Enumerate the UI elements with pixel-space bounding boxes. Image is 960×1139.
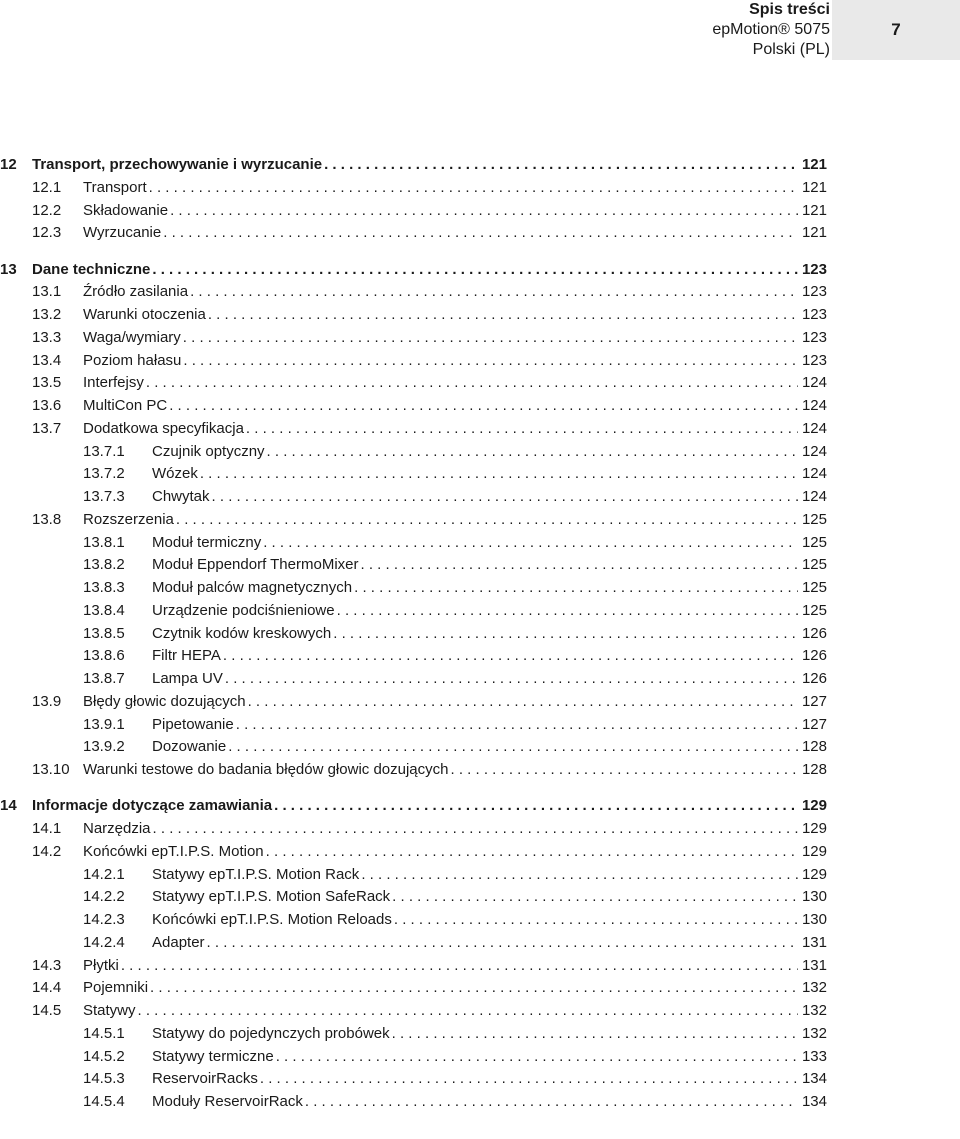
toc-entry-number: 14.5.2	[83, 1047, 125, 1065]
toc-leader-dots	[176, 510, 798, 530]
toc-entry[interactable]	[32, 373, 827, 393]
toc-entry-title: Transport	[83, 178, 147, 196]
toc-leader-dots	[354, 578, 798, 598]
toc-entry-title: Poziom hałasu	[83, 351, 182, 369]
toc-entry-page: 126	[801, 624, 827, 642]
toc-entry-title: Rozszerzenia	[83, 510, 174, 528]
toc-entry-title: Waga/wymiary	[83, 328, 181, 346]
language-label: Polski (PL)	[752, 41, 830, 58]
toc-entry-page: 123	[801, 306, 827, 323]
toc-entry-page: 129	[801, 865, 827, 883]
toc-entry-page: 131	[801, 956, 827, 974]
toc-entry-number: 14.2.3	[83, 911, 125, 928]
toc-entry-number: 14.2.4	[83, 933, 125, 951]
toc-leader-dots	[266, 842, 798, 862]
toc-leader-dots	[138, 1001, 798, 1021]
toc-entry-page: 131	[801, 933, 827, 951]
toc-leader-dots	[451, 760, 798, 780]
toc-leader-dots	[394, 910, 798, 930]
toc-entry[interactable]	[83, 578, 827, 598]
toc-entry-number: 13.7.1	[83, 442, 125, 460]
toc-entry[interactable]	[0, 155, 827, 175]
toc-entry-title: Końcówki epT.I.P.S. Motion Reloads	[152, 911, 392, 928]
toc-entry[interactable]	[83, 887, 827, 907]
toc-entry[interactable]	[83, 555, 827, 575]
page-number-box	[832, 0, 960, 60]
toc-entry-number: 12.1	[32, 178, 62, 196]
toc-entry-page: 125	[801, 556, 827, 574]
toc-entry-title: Filtr HEPA	[152, 647, 221, 665]
toc-leader-dots	[207, 933, 798, 953]
toc-entry[interactable]	[83, 442, 827, 462]
toc-entry[interactable]	[32, 419, 827, 439]
toc-entry-title: Wyrzucanie	[83, 224, 162, 242]
toc-entry-number: 13.2	[32, 306, 62, 323]
toc-entry-title: Statywy	[83, 1002, 136, 1019]
toc-entry[interactable]	[83, 1024, 827, 1044]
product-name: epMotion® 5075	[712, 21, 830, 38]
toc-entry-number: 14.4	[32, 979, 62, 997]
toc-entry-page: 123	[801, 283, 827, 301]
toc-leader-dots	[267, 442, 798, 462]
toc-entry-title: Statywy do pojedynczych probówek	[152, 1024, 390, 1042]
toc-entry[interactable]	[0, 260, 827, 280]
toc-entry-number: 13.3	[32, 328, 62, 346]
toc-entry-title: Moduły ReservoirRack	[152, 1093, 303, 1110]
toc-entry-title: Dodatkowa specyfikacja	[83, 419, 244, 437]
toc-entry[interactable]	[32, 510, 827, 530]
toc-entry-title: Warunki otoczenia	[83, 306, 206, 323]
toc-entry-number: 13.5	[32, 374, 62, 392]
toc-entry-number: 14.2	[32, 842, 62, 860]
toc-entry[interactable]	[32, 351, 827, 371]
toc-leader-dots	[212, 487, 798, 507]
toc-entry-title: Dane techniczne	[32, 260, 151, 278]
toc-entry[interactable]	[32, 760, 827, 780]
toc-entry-number: 14.5	[32, 1002, 62, 1019]
toc-entry[interactable]	[83, 737, 827, 757]
toc-leader-dots	[163, 223, 798, 243]
toc-leader-dots	[190, 282, 798, 302]
toc-entry[interactable]	[83, 1047, 827, 1067]
toc-entry[interactable]	[83, 715, 827, 735]
toc-leader-dots	[274, 796, 798, 816]
toc-entry[interactable]	[32, 328, 827, 348]
toc-leader-dots	[200, 464, 798, 484]
toc-entry[interactable]	[83, 487, 827, 507]
toc-leader-dots	[333, 624, 798, 644]
toc-entry[interactable]	[83, 646, 827, 666]
toc-entry[interactable]	[83, 910, 827, 930]
toc-entry-page: 125	[801, 510, 827, 528]
toc-entry-title: Pipetowanie	[152, 715, 234, 733]
page-number: 7	[891, 20, 901, 39]
toc-entry-number: 13.8.3	[83, 579, 125, 596]
toc-entry-title: Dozowanie	[152, 738, 227, 756]
toc-leader-dots	[263, 533, 798, 553]
toc-entry-page: 124	[801, 419, 827, 437]
toc-leader-dots	[183, 351, 798, 371]
toc-entry-title: Warunki testowe do badania błędów głowic dozujących	[83, 761, 449, 778]
toc-leader-dots	[337, 601, 798, 621]
toc-entry-title: Statywy epT.I.P.S. Motion Rack	[152, 865, 360, 883]
toc-entry-title: Adapter	[152, 933, 205, 951]
toc-entry-title: Urządzenie podciśnieniowe	[152, 601, 335, 619]
toc-entry-page: 130	[801, 888, 827, 906]
toc-entry-page: 132	[801, 979, 827, 997]
toc-entry-number: 13.8.6	[83, 647, 125, 665]
toc-entry-number: 13.10	[32, 761, 70, 778]
toc-entry-page: 124	[801, 374, 827, 392]
toc-entry-page: 126	[801, 647, 827, 665]
toc-entry[interactable]	[32, 956, 827, 976]
toc-leader-dots	[246, 419, 798, 439]
toc-entry-title: MultiCon PC	[83, 397, 168, 414]
toc-entry[interactable]	[32, 178, 827, 198]
toc-leader-dots	[208, 305, 798, 325]
toc-entry[interactable]	[83, 669, 827, 689]
toc-entry-page: 129	[801, 797, 827, 815]
toc-entry-page: 123	[801, 351, 827, 369]
toc-entry-title: Składowanie	[83, 201, 169, 219]
toc-entry[interactable]	[32, 396, 827, 416]
toc-entry[interactable]	[83, 1069, 827, 1089]
toc-leader-dots	[392, 1024, 798, 1044]
toc-entry[interactable]	[32, 842, 827, 862]
toc-entry-page: 126	[801, 670, 827, 687]
toc-entry-number: 13.9.2	[83, 738, 125, 756]
toc-entry-number: 13.9.1	[83, 715, 125, 733]
toc-leader-dots	[169, 396, 798, 416]
toc-entry-page: 125	[801, 601, 827, 619]
toc-entry-number: 14.2.2	[83, 888, 125, 906]
toc-leader-dots	[305, 1092, 798, 1112]
toc-entry-title: Źródło zasilania	[83, 283, 189, 301]
toc-entry-number: 13.9	[32, 692, 62, 710]
toc-entry-page: 127	[801, 715, 827, 733]
toc-leader-dots	[324, 155, 798, 175]
toc-entry-title: Interfejsy	[83, 374, 144, 392]
toc-entry-title: Narzędzia	[83, 820, 151, 837]
toc-leader-dots	[146, 373, 798, 393]
toc-leader-dots	[248, 692, 798, 712]
toc-entry[interactable]	[83, 601, 827, 621]
toc-entry[interactable]	[83, 624, 827, 644]
toc-leader-dots	[260, 1069, 798, 1089]
toc-entry-number: 13.7	[32, 419, 62, 437]
toc-entry-number: 14.3	[32, 956, 62, 974]
toc-leader-dots	[170, 201, 798, 221]
toc-entry[interactable]	[32, 305, 827, 325]
toc-entry-title: Transport, przechowywanie i wyrzucanie	[32, 156, 323, 173]
toc-entry[interactable]	[83, 933, 827, 953]
toc-entry-page: 121	[801, 224, 827, 242]
toc-entry-title: Moduł palców magnetycznych	[152, 579, 353, 596]
toc-entry-number: 13.6	[32, 397, 62, 414]
toc-entry[interactable]	[0, 796, 827, 816]
toc-entry-page: 130	[801, 911, 827, 928]
toc-entry-page: 127	[801, 692, 827, 710]
toc-entry-number: 12.2	[32, 201, 62, 219]
toc-entry[interactable]	[32, 1001, 827, 1021]
toc-entry-page: 125	[801, 533, 827, 551]
toc-entry-number: 14.5.3	[83, 1070, 125, 1088]
section-title: Spis treści	[749, 1, 830, 18]
toc-entry-number: 13.8.4	[83, 601, 125, 619]
toc-entry-page: 125	[801, 579, 827, 596]
toc-entry-title: Czytnik kodów kreskowych	[152, 624, 332, 642]
toc-entry[interactable]	[32, 978, 827, 998]
toc-entry-number: 13.1	[32, 283, 62, 301]
toc-leader-dots	[150, 978, 798, 998]
toc-entry-page: 121	[801, 201, 827, 219]
toc-leader-dots	[236, 715, 798, 735]
toc-leader-dots	[149, 178, 798, 198]
toc-entry-page: 123	[801, 328, 827, 346]
toc-leader-dots	[183, 328, 798, 348]
toc-entry-page: 124	[801, 465, 827, 483]
toc-entry-number: 14	[0, 797, 17, 815]
toc-entry[interactable]	[32, 692, 827, 712]
toc-entry-number: 13.7.2	[83, 465, 125, 483]
toc-leader-dots	[121, 956, 798, 976]
toc-leader-dots	[360, 555, 797, 575]
toc-entry[interactable]	[83, 464, 827, 484]
toc-entry-number: 13.8.1	[83, 533, 125, 551]
toc-entry-number: 13.7.3	[83, 488, 125, 505]
toc-leader-dots	[228, 737, 798, 757]
toc-entry-page: 124	[801, 488, 827, 505]
toc-leader-dots	[223, 646, 798, 666]
toc-entry-number: 14.1	[32, 820, 62, 837]
toc-entry[interactable]	[83, 533, 827, 553]
toc-entry[interactable]	[32, 282, 827, 302]
toc-entry-title: Statywy epT.I.P.S. Motion SafeRack	[152, 888, 391, 906]
toc-entry-page: 124	[801, 397, 827, 414]
toc-entry-title: Płytki	[83, 956, 119, 974]
toc-entry-title: Informacje dotyczące zamawiania	[32, 797, 273, 815]
toc-leader-dots	[392, 887, 798, 907]
toc-entry-number: 12.3	[32, 224, 62, 242]
toc-entry[interactable]	[32, 819, 827, 839]
toc-entry-page: 134	[801, 1093, 827, 1110]
toc-entry[interactable]	[32, 201, 827, 221]
toc-entry-number: 13.4	[32, 351, 62, 369]
toc-entry[interactable]	[32, 223, 827, 243]
toc-entry-number: 13.8.5	[83, 624, 125, 642]
toc-entry-title: Moduł Eppendorf ThermoMixer	[152, 556, 359, 574]
toc-entry-number: 13.8.7	[83, 670, 125, 687]
toc-entry-number: 14.5.4	[83, 1093, 125, 1110]
toc-entry-number: 13.8.2	[83, 556, 125, 574]
toc-entry[interactable]	[83, 1092, 827, 1112]
toc-entry-title: Wózek	[152, 465, 198, 483]
toc-entry-number: 13	[0, 260, 17, 278]
toc-entry-page: 132	[801, 1024, 827, 1042]
toc-leader-dots	[361, 865, 798, 885]
toc-entry-page: 123	[801, 260, 827, 278]
toc-entry-page: 128	[801, 761, 827, 778]
toc-entry-number: 12	[0, 156, 17, 173]
toc-entry-page: 134	[801, 1070, 827, 1088]
toc-entry-page: 121	[801, 156, 827, 173]
toc-leader-dots	[153, 819, 798, 839]
toc-entry-page: 129	[801, 820, 827, 837]
toc-leader-dots	[225, 669, 798, 689]
toc-leader-dots	[276, 1047, 798, 1067]
page-header	[712, 0, 830, 60]
toc-entry-title: Chwytak	[152, 488, 210, 505]
toc-entry-page: 133	[801, 1047, 827, 1065]
toc-entry-title: Moduł termiczny	[152, 533, 262, 551]
toc-entry-page: 132	[801, 1002, 827, 1019]
toc-entry-title: Statywy termiczne	[152, 1047, 274, 1065]
toc-entry-title: Czujnik optyczny	[152, 442, 265, 460]
toc-entry-title: Końcówki epT.I.P.S. Motion	[83, 842, 264, 860]
toc-entry-title: Lampa UV	[152, 670, 223, 687]
toc-entry-title: Błędy głowic dozujących	[83, 692, 246, 710]
toc-entry-page: 128	[801, 738, 827, 756]
toc-entry-title: ReservoirRacks	[152, 1070, 258, 1088]
toc-entry-page: 124	[801, 442, 827, 460]
toc-entry-number: 14.5.1	[83, 1024, 125, 1042]
toc-entry-page: 121	[801, 178, 827, 196]
toc-entry-number: 14.2.1	[83, 865, 125, 883]
toc-leader-dots	[152, 260, 798, 280]
toc-entry-title: Pojemniki	[83, 979, 149, 997]
toc-entry-number: 13.8	[32, 510, 62, 528]
toc-entry-page: 129	[801, 842, 827, 860]
toc-entry[interactable]	[83, 865, 827, 885]
